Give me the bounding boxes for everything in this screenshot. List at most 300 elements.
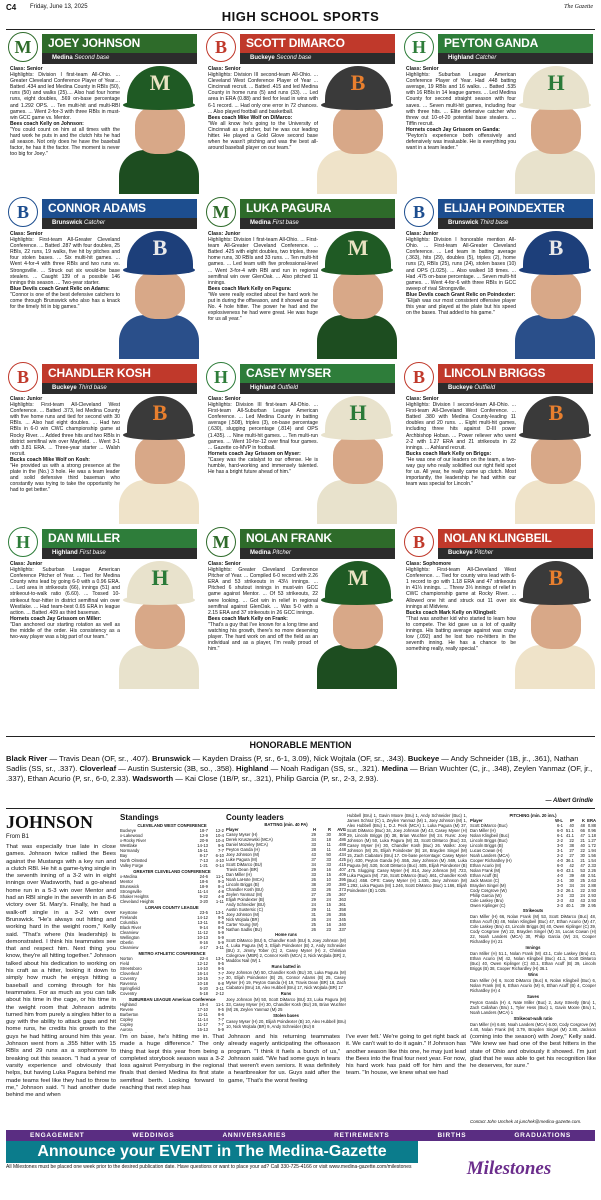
pitching-cell: Ethan Acuff (B) (470, 873, 499, 878)
player-class: Class: Junior (208, 231, 241, 237)
section-title: HIGH SCHOOL SPORTS (221, 9, 380, 24)
pitching-cell: 3-0 (556, 843, 563, 848)
milestones-ad (0, 1128, 601, 1200)
honorable-players: — Noah Radigan (SS, sr., .321). (268, 764, 382, 773)
photo-face (135, 601, 185, 649)
pitching-cell: 39 (580, 903, 585, 908)
overall-record: 5-20 (199, 986, 208, 991)
photo-cap-letter: B (548, 235, 564, 260)
leaders-cell: .409 (337, 872, 346, 877)
team-name: Cloverleaf (120, 971, 139, 976)
standings-row (120, 945, 224, 950)
player-photo (515, 231, 595, 359)
pitching-cell: Cooper Richardley (H) (470, 858, 512, 863)
overall-record: 10-18 (197, 981, 208, 986)
player-position: Pitcher (272, 550, 292, 556)
leaders-cell: Derek Kruszewski (MCA) (226, 837, 273, 842)
photo-jersey (119, 315, 199, 359)
header-rule (6, 29, 595, 30)
player-highlights: Highlights: Greater Cleveland Conference Pitcher of Year. ... Compiled 6-0 record with 2.26 ERA and 53 strikeouts in 43⅓ innings. ... Pitched 6 shutout innings in must-win GCC game against Mentor. ... Of 53 strikeouts, 22 were looking. ... Got win in relief in regional semifinal against GlenOak. ... Was 5-0 with a 2.15 ERA and 37 strikeouts in 26 GCC innings. (208, 567, 318, 616)
coach-quote-heading: Hornets coach Jay Grissom on Miller: (10, 615, 102, 622)
coach-quote-heading: Bees coach Mark Kelly on Pagura: (208, 285, 292, 292)
league-record: 4-8 (217, 894, 224, 899)
overall-record (192, 1032, 208, 1033)
league-record: 7-7 (217, 1022, 224, 1027)
honorable-players: — Kai Close (1B/P, sr., .321), Philip Garcia (P, sr., 2-3, 2.93). (173, 774, 379, 783)
pitching-cell: Lincoln Briggs (Buc) (470, 838, 508, 843)
player-class: Class: Senior (10, 66, 43, 72)
player-name: CASEY MYSER (240, 364, 395, 383)
ad-category: BIRTHS (437, 1132, 467, 1139)
league-record: 4-10 (215, 858, 224, 863)
coach-quote: "Peyton's experience both offensively and defensively was invaluable. He is everything you want in a team leader." (406, 133, 516, 152)
school-logo-icon: H (404, 32, 434, 62)
leaders-column-header: AVG (337, 827, 346, 832)
league-record: 5-9 (217, 935, 224, 940)
player-position: First base (272, 220, 299, 226)
byline: — Albert Grindle (545, 798, 593, 804)
pitching-cell: Ethan Acurio (M) (470, 863, 502, 868)
standings-title: Standings (120, 813, 159, 822)
photo-face (333, 436, 383, 484)
league-record: 9-5 (217, 915, 224, 920)
leaders-cell: 50 (326, 852, 331, 857)
pitching-cell: 22 (569, 838, 574, 843)
ad-category: ENGAGEMENT (29, 1132, 85, 1139)
league-record: 10-4 (215, 833, 224, 838)
pitching-cell: 2.88 (587, 883, 596, 888)
leaders-cell: Scott DiMarco (BU) (226, 862, 263, 867)
story-column-3: Johnson and his returning teammates already eagerly anticipating the offseason program. "I think it fuels a bunch of us," Johnson said. "We had some guys in tears that weren't even seniors. It was definitely a heartbreaker for us. Guys said after the game, 'That's the worst feeling (228, 1034, 340, 1084)
player-school-position (42, 53, 197, 64)
league-record: 12-2 (215, 828, 224, 833)
player-photo (317, 561, 397, 689)
leaders-cell: Zeylen Yanmaz (M) (226, 892, 263, 897)
pitching-cell: 22 (580, 888, 585, 893)
player-school-position (240, 218, 395, 229)
player-name: DAN MILLER (42, 529, 197, 548)
leaders-cell: .488 (337, 842, 346, 847)
pitching-cell: Cole Laskey (Bru) (470, 898, 504, 903)
honorable-team: Brunswick (152, 754, 191, 763)
player-bio (406, 66, 516, 194)
team-name: Columbia (120, 920, 138, 925)
player-photo (317, 396, 397, 524)
school-logo-icon: H (8, 527, 38, 557)
league-record (208, 1032, 224, 1033)
overall-record: 8-16 (199, 940, 208, 945)
honorable-players: — Travis Dean (OF, sr., .407). (47, 754, 153, 763)
pitching-cell: 48 (580, 823, 585, 828)
pitching-category-title: Strikeouts (522, 908, 544, 913)
player-position: Third base (78, 385, 107, 391)
leaders-cell: 28 (311, 847, 316, 852)
overall-record: 7-13 (199, 858, 208, 863)
coach-quote: "Casey was the catalyst to our offense. He is humble, hard-working and immensely talented. He has a bright future ahead of him." (208, 456, 318, 476)
overall-record: 12-12 (197, 961, 208, 966)
player-class: Class: Junior (406, 231, 439, 237)
coach-quote: "You could count on him at all times with the hard work he puts in and the clutch hits he had all season. Not only does he have the baseball factor, he has it the factor. The moment is never too big for Joey." (10, 126, 120, 158)
photo-jersey (119, 150, 199, 194)
pitching-cell: 47 (580, 833, 585, 838)
player-school-position (240, 53, 395, 64)
player-photo (119, 231, 199, 359)
overall-record: 17-10 (197, 1007, 208, 1012)
coach-quote: "He was one of our leaders on the team, a two-way guy who really solidified our right field spot for us. All year, he really came up clutch. Most importantly, the leadership he had within our team was special for Lincoln." (406, 456, 516, 488)
pitching-cell: 27 (569, 848, 574, 853)
leaders-cell: 24 (311, 902, 316, 907)
leaders-cell: 29 (311, 867, 316, 872)
player-highlights: Highlights: First-team All-Cleveland West Conference. ... Tied for county wins lead with 6-1 record to go with 1.18 ERA and 47 strikeouts in 41⅓ innings. ... Threw 3⅓ innings of relief in CWC championship game at Rocky River. ... Allowed one hit and struck out 11 over six innings at Midview. (406, 567, 516, 610)
pitching-cell: 1.54 (587, 858, 596, 863)
pitching-cell: 21 (580, 858, 585, 863)
pitching-cell: Jack Mason (C) (470, 878, 500, 883)
pitching-cell: 27 (569, 853, 574, 858)
pitching-category-list: Dan Miller (H) 6, Scott DiMarco (Buc) 6, Nolan Klingbeil (Buc) 6, Nolan Frank (M) 6, Ethan Acurio (M) 6, Ethan Acuff (B) 4, Cooper Richardley (H) 4 (470, 978, 596, 993)
pitching-cell: 2.63 (587, 878, 596, 883)
leaders-cell: Chandler Kosh (BU) (226, 887, 264, 892)
team-name: Copley (120, 1022, 134, 1027)
leaders-cell: .367 (337, 892, 346, 897)
team-name (120, 1032, 192, 1033)
leaders-category-title: Stolen bases (273, 1013, 299, 1018)
photo-face (135, 271, 185, 319)
player-school-position (42, 548, 197, 559)
photo-jersey (515, 645, 595, 689)
pitching-cell: 2-3 (556, 893, 563, 898)
contact-line: Contact John Unchek at junchek@medina-gazette.com. (470, 1119, 582, 1124)
leaders-cell: 26 (311, 927, 316, 932)
league-record: 7-7 (217, 976, 224, 981)
player-bio (208, 561, 318, 689)
pitching-cell: 0.88 (587, 823, 596, 828)
player-card (204, 32, 397, 196)
leaders-cell: Travis Dean (BR) (226, 867, 259, 872)
honorable-team: Buckeye (407, 754, 440, 763)
player-position: Catcher (475, 55, 497, 61)
pitching-cell: 2.51 (587, 873, 596, 878)
leaders-cell: 43 (311, 852, 316, 857)
team-name: North Olmsted (120, 858, 147, 863)
ad-category-bar (6, 1130, 595, 1141)
team-name: x-Rocky River (120, 838, 147, 843)
coach-quote: "Dan anchored our starting rotation as well as the middle of the order. His consistency as a two-way player was a big part of our team." (10, 621, 120, 641)
team-name: Highland (120, 1002, 137, 1007)
leaders-cell: .434 (337, 852, 346, 857)
overall-record: 8-17 (199, 853, 208, 858)
leaders-title: County leaders (226, 813, 284, 822)
pitching-category-title: Saves (526, 994, 540, 999)
leaders-cell: .337 (337, 927, 346, 932)
league-record: 13-1 (215, 910, 224, 915)
player-highlights: Highlights: Division I second-team All-Ohio. ... First-team All-Cleveland West Conference. ... Batted .380 with Medina County-leading 11 doubles and 20 runs. ... Eight multi-hit games, including three hits against D-III power Archbishop Hoban. ... Power reliever who went 2-2 with 1.27 ERA and 21 strikeouts in 22 innings. ... Ashland recruit. (406, 402, 516, 451)
photo-jersey (317, 480, 397, 524)
league-record: 9-5 (217, 1007, 224, 1012)
player-school: Buckeye (250, 55, 275, 61)
leaders-cell: .340 (337, 922, 346, 927)
leaders-cell: Casey Myser (H) (226, 832, 258, 837)
coach-quote-heading: Bees coach Kelly on Johnson: (10, 120, 84, 127)
coach-quote: "That was another kid who started to learn how to compete. The kid gave us a lot of quality innings. His batting average against was crazy low (.092) and he lost two no-hitters in the seventh inning. He has a chance to be something really, really special." (406, 615, 516, 653)
team-name: Coventry (120, 976, 137, 981)
team-name: Firelands (120, 915, 138, 920)
leaders-category-list: Casey Myser (H) 20, Elijah Poindexter (B) 10, Alex Hubbell (Bru) 10, Nick Wojtala (BR) 9, Andy Schneider (BU) 8 (226, 1019, 346, 1029)
pitching-cell: 2.93 (587, 888, 596, 893)
pitching-cell: 24 (580, 893, 585, 898)
conference-name: CLEVELAND WEST CONFERENCE (137, 823, 207, 828)
pitching-cell: 3-1 (556, 848, 563, 853)
honorable-team: Medina (381, 764, 408, 773)
team-name: Black River (120, 925, 142, 930)
league-record: 8-6 (217, 1012, 224, 1017)
player-school: Medina (52, 55, 73, 61)
coach-quote-heading: Bucks coach Mark Kelly on Briggs: (406, 450, 492, 457)
player-photo (119, 66, 199, 194)
leaders-category-title: Home runs (275, 932, 297, 937)
leaders-cell: 16 (326, 922, 331, 927)
leaders-cell: Dan Miller (H) (226, 872, 252, 877)
player-card (402, 32, 595, 196)
honorable-players: — Andy Schneider (1B, jr., .361), Nathan Sadlis (SS, sr., .337). (6, 754, 579, 773)
player-photo (119, 396, 199, 524)
team-name: Wellington (120, 935, 140, 940)
league-record: 2-12 (215, 991, 224, 996)
team-name: Aurora (120, 1027, 133, 1032)
photo-jersey (317, 315, 397, 359)
photo-jersey (515, 150, 595, 194)
honorable-players: — Brian Wuchter (C, jr., .348), Zeylen Yanmaz (OF, jr., .337), Ethan Acurio (P, sr., 6-0, 2.33). (6, 764, 593, 783)
pitching-column-header: IP (570, 818, 574, 823)
overall-record: 1-21 (199, 863, 208, 868)
team-name: Field (120, 961, 130, 966)
pitching-cell: 1.72 (587, 843, 596, 848)
player-position: Outfield (277, 385, 299, 391)
player-class: Class: Senior (208, 66, 241, 72)
pitching-cell: 6-0 (556, 863, 563, 868)
conference-name: LORAIN COUNTY LEAGUE (145, 905, 199, 910)
pitching-cell: 25 (580, 878, 585, 883)
player-class: Class: Senior (406, 396, 439, 402)
leaders-cell: 15 (326, 872, 331, 877)
leaders-cell: 29 (311, 897, 316, 902)
paper-name: The Gazette (564, 4, 593, 10)
school-logo-icon: B (206, 32, 236, 62)
page-number: C4 (6, 3, 17, 12)
leaders-cell: 29 (311, 907, 316, 912)
photo-cap-letter: H (349, 400, 367, 425)
coach-quote: "He provided us with a strong presence at the plate in the (No.) 3 hole. He was a team leader and solid defensive third baseman who constantly was trying to take the opportunity he had to get better." (10, 463, 120, 494)
player-highlights: Highlights: Division III first-team All-Ohio. ... First-team All-Suburban League American Conference. ... Led Medina County in batting average (.508), triples (3), on-base percentage (.630), slugging percentage (.814) and OPS (1.435). ... Nine multi-hit games. ... Ten multi-run games. ... Went 10-for-12 over final four games. ... Gazette co-MVP in football. (208, 402, 318, 451)
leaders-cell: Joey Johnson (M) (226, 852, 260, 857)
pitching-cell: 21 (580, 838, 585, 843)
honorable-title: HONORABLE MENTION (249, 740, 352, 750)
story-column-4: I've ever felt.' We're going to get right back at it. We can't wait to do it again." If Johnson has another season like this one, he may just lead the Bees into the final four next year. For now, his hard work has paid off for him and the team. "In house, we knew what we had (346, 1034, 466, 1077)
player-school: Medina (250, 550, 271, 556)
team-name: Revere (120, 1007, 134, 1012)
pitching-cell: 2.93 (587, 893, 596, 898)
pitching-cell: 1.56 (587, 853, 596, 858)
pitching-cell: Brayden Singel (M) (470, 883, 506, 888)
pitching-cell: 2.33 (587, 863, 596, 868)
jump-from: From B1 (6, 834, 30, 840)
leaders-cell: 24 (326, 917, 331, 922)
leaders-cell: .358 (337, 907, 346, 912)
team-name: Clearview (120, 930, 139, 935)
pitching-category-title: Wins (528, 972, 538, 977)
pitching-cell: 34 (580, 883, 585, 888)
overall-record: 18-6 (199, 879, 208, 884)
player-name: LINCOLN BRIGGS (438, 364, 593, 383)
leaders-cell: 16 (326, 867, 331, 872)
overall-record: 19-4 (199, 1002, 208, 1007)
honorable-rule (6, 736, 595, 737)
ad-category: WEDDINGS (132, 1132, 175, 1139)
league-record: 3-11 (215, 986, 224, 991)
coach-quote-heading: Bees coach Mark Kelly on Frank: (208, 615, 288, 622)
photo-face (333, 271, 383, 319)
photo-face (531, 106, 581, 154)
conference-name: METRO ATHLETIC CONFERENCE (138, 951, 206, 956)
player-school: Highland (52, 550, 78, 556)
coach-quote-heading: Bucks coach Mark Kelly on Klingbeil: (406, 609, 497, 616)
player-card (204, 362, 397, 526)
pitching-cell: 43.1 (565, 868, 574, 873)
league-record: 11-1 (215, 1002, 224, 1007)
honorable-team: Cloverleaf (79, 764, 117, 773)
pitching-cell: 66 (580, 828, 585, 833)
player-card (6, 527, 199, 691)
player-school: Buckeye (52, 385, 77, 391)
leaders-cell: .345 (337, 917, 346, 922)
player-bio (406, 396, 516, 524)
photo-face (531, 601, 581, 649)
pitching-cell: 2-3 (556, 903, 563, 908)
leaders-cell: Carter Young (W) (226, 922, 259, 927)
honorable-players: — Kayden Draiss (P, sr., 6-1, 3.09), Nick Wojtala (OF, sr., .343). (190, 754, 408, 763)
team-name: Springfield (120, 986, 140, 991)
player-school: Buckeye (448, 550, 473, 556)
pitching-cell: 40 (569, 823, 574, 828)
player-bio (10, 396, 120, 524)
photo-face (531, 436, 581, 484)
leaders-cell: 20 (326, 882, 331, 887)
leaders-cell: 26 (326, 912, 331, 917)
player-highlights: Highlights: First-team All-Cleveland West Conference. ... Batted .373, led Medina County with five home runs and tied for second with 30 RBIs. ... Also had eight doubles. ... Had two RBIs in 6-0 win CWC championship game at Rocky River. ... Added three hits and two RBIs in district semifinal win over Mayfield. ... Went 3-1 with 3.81 ERA. ... Three-year starter ... Walsh recruit. (10, 402, 120, 457)
leaders-cell: 26 (311, 877, 316, 882)
leaders-cell: 11 (326, 907, 331, 912)
pitching-cell: 2-1 (556, 878, 563, 883)
leaders-category-title: Runs (280, 991, 292, 996)
player-bio (406, 561, 516, 689)
player-card (6, 362, 199, 526)
league-record: 5-9 (217, 940, 224, 945)
overall-record: 16-14 (197, 971, 208, 976)
pitching-cell: 30 (580, 853, 585, 858)
pitching-cell: 43 (569, 898, 574, 903)
overall-record: 3-20 (199, 899, 208, 904)
overall-record: 15-13 (197, 1027, 208, 1032)
leaders-cell: .486 (337, 837, 346, 842)
coach-quote-heading: Hornets coach Jay Grissom on Ganda: (406, 126, 500, 133)
photo-cap-letter: B (548, 400, 564, 425)
player-school: Brunswick (52, 220, 83, 226)
league-record: 9-5 (217, 966, 224, 971)
player-class: Class: Senior (406, 66, 439, 72)
player-school: Highland (250, 385, 276, 391)
leaders-cell: Daniel Mozeley (MCA) (226, 842, 268, 847)
photo-cap-letter: M (347, 565, 369, 590)
pitching-cell: Scott DiMarco (Buc) (470, 823, 508, 828)
photo-jersey (515, 480, 595, 524)
photo-jersey (317, 645, 397, 689)
player-photo (119, 561, 199, 689)
player-bio (406, 231, 516, 359)
pitching-cell: 0.96 (587, 828, 596, 833)
leaders-cell: Noah LaHote (MCA) (226, 877, 264, 882)
leaders-cell: Elijah Poindexter (B) (226, 897, 265, 902)
leaders-cell: 33 (311, 887, 316, 892)
pitching-cell: 41.1 (565, 833, 574, 838)
conference-name: GREATER CLEVELAND CONFERENCE (133, 869, 211, 874)
league-record: 9-3 (217, 879, 224, 884)
pitching-cell: 1.18 (587, 833, 596, 838)
player-name: LUKA PAGURA (240, 199, 395, 218)
leaders-column-header: R (327, 827, 331, 832)
pitching-cell: 40 (580, 843, 585, 848)
pitching-cell: Noah Landers (MCA) (470, 853, 510, 858)
overall-record: 24-6 (199, 874, 208, 879)
team-name: Oberlin (120, 940, 134, 945)
photo-cap-letter: B (548, 565, 564, 590)
team-name: x-Medina (120, 874, 138, 879)
player-bio (208, 66, 318, 194)
pitching-cell: 53 (580, 868, 585, 873)
player-school-position (438, 53, 593, 64)
leaders-cell: 34 (311, 837, 316, 842)
league-record: 11-1 (215, 874, 224, 879)
team-name: Streetsboro (120, 966, 142, 971)
league-record: 0-14 (215, 863, 224, 868)
leaders-cell: Lincoln Briggs (B) (226, 882, 260, 887)
pitching-cell: Lucas Cowan (H) (470, 848, 503, 853)
overall-record: 18-9 (199, 884, 208, 889)
pitching-cell: Philip Garcia (W) (470, 893, 502, 898)
pitching-cell: 36.1 (565, 858, 574, 863)
player-card (402, 362, 595, 526)
pitching-cell: 2.26 (587, 868, 596, 873)
player-class: Class: Sophomore (406, 561, 452, 567)
pitching-title: PITCHING (min. 20 inn.) (509, 813, 557, 818)
standings-row (120, 1032, 224, 1033)
team-name: Coventry (120, 991, 137, 996)
pitching-category-list: Dan Miller (H) 66, Nolan Frank (M) 53, Scott DiMarco (Buc) 48, Ethan Acuff (B) 48, Nolan Klingbeil (Buc) 47, Ethan Acurio (M) 47, Cole Laskey (Bru) 43, Lincoln Briggs (B) 40, Owen Kiplinger (C) 39, Cody Cosgrove (W) 22, Brayden Singel (M) 34, Lucas Cowan (H) 22, Noah Landers (MCA) 30, Philip Garcia (W) 24, Cooper Richardley (H) 21 (470, 914, 596, 944)
school-logo-icon: M (206, 197, 236, 227)
overall-record: 11-11 (197, 1012, 208, 1017)
league-record: 7-7 (217, 848, 224, 853)
team-name: Buckeye (120, 828, 137, 833)
league-record: 10-4 (215, 838, 224, 843)
player-school-position (438, 548, 593, 559)
team-name: Bay (120, 853, 128, 858)
pitching-cell: 40.1 (565, 903, 574, 908)
pitching-column-header: K (581, 818, 585, 823)
coach-quote: "We were really excited about the hard work he put in during the offseason, and it showed as our No. 4 hole hitter. The power he had and the explosiveness he had were great. He was huge for us all year." (208, 291, 318, 323)
player-class: Class: Senior (208, 396, 241, 402)
team-name: Ravenna (120, 981, 137, 986)
player-bio (10, 66, 120, 194)
leaders-subtitle: BATTING (min. 40 PA) (264, 822, 308, 827)
league-record: 5-9 (217, 1027, 224, 1032)
